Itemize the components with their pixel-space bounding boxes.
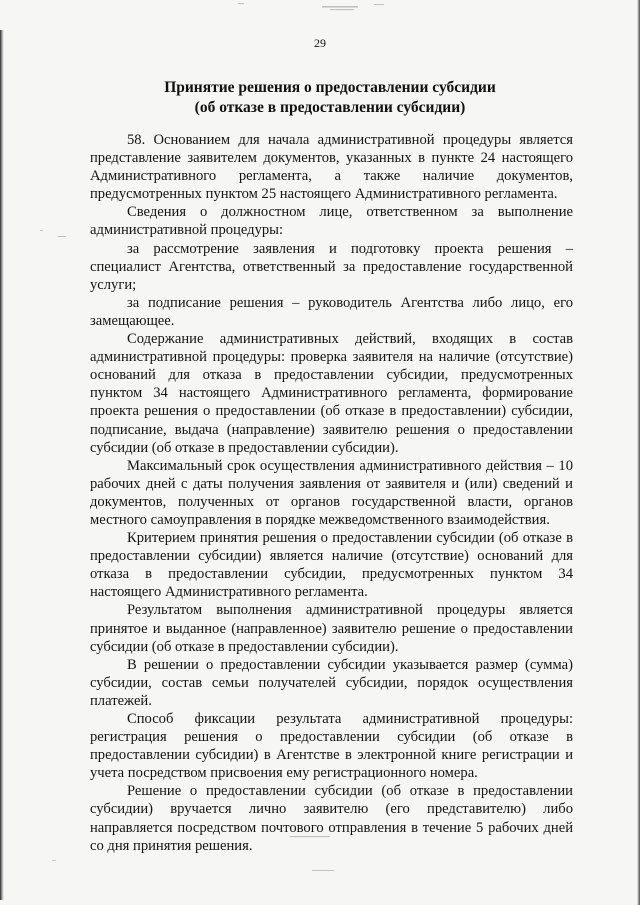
page-number: 29 bbox=[314, 36, 326, 50]
section-title bbox=[90, 78, 570, 118]
section-title-line-1: Принятие решения о предоставлении субсидии bbox=[164, 79, 496, 96]
body-text bbox=[90, 131, 573, 855]
paragraph-review-responsible: за рассмотрение заявления и подготовку проекта решения – специалист Агентства, ответственный за предоставление государственной услуги; bbox=[90, 240, 573, 293]
paragraph-fixation-method: Способ фиксации результата административной процедуры: регистрация решения о предоставлении субсидии (об отказе в предоставлении субсидии) в Агентстве в электронной книге регистрации и учета посредством присвоения ему регистрационного номера. bbox=[90, 711, 573, 782]
paragraph-responsible-officials: Сведения о должностном лице, ответственном за выполнение административной процедуры: bbox=[90, 204, 573, 239]
paragraph-actions-content: Содержание административных действий, входящих в состав административной процедуры: проверка заявителя на наличие (отсутствие) оснований для отказа в предоставлении субсидии, предусмотренных пунктом 34 настоящего Административного регламента, формирование проекта решения о предоставлении (об отказе в предоставлении) субсидии, подписание, выдача (направление) заявителю решения о предоставлении субсидии (об отказе в предоставлении субсидии). bbox=[90, 331, 573, 456]
paragraph-max-term: Максимальный срок осуществления административного действия – 10 рабочих дней с даты получения заявления от заявителя и (или) сведений и документов, полученных от органов государственной власти, органов местного самоуправления в порядке межведомственного взаимодействия. bbox=[90, 457, 573, 528]
scan-edge-left bbox=[0, 30, 4, 900]
section-title-line-2: (об отказе в предоставлении субсидии) bbox=[194, 99, 466, 116]
paragraph-signing-responsible: за подписание решения – руководитель Агентства либо лицо, его замещающее. bbox=[90, 294, 573, 329]
paragraph-delivery: Решение о предоставлении субсидии (об отказе в предоставлении субсидии) вручается лично заявителю (его представителю) либо направляется посредством почтового отправления в течение 5 рабочих дней со дня принятия решения. bbox=[90, 783, 573, 854]
paragraph-procedure-result: Результатом выполнения административной процедуры является принятое и выданное (направленное) заявителю решение о предоставлении субсидии (об отказе в предоставлении субсидии). bbox=[90, 602, 573, 655]
paragraph-58-basis: 58. Основанием для начала административной процедуры является представление заявителем документов, указанных в пункте 24 настоящего Административного регламента, а также наличие документов, предусмотренных пунктом 25 настоящего Административного регламента. bbox=[90, 132, 573, 203]
paragraph-decision-criterion: Критерием принятия решения о предоставлении субсидии (об отказе в предоставлении субсидии) является наличие (отсутствие) оснований для отказа в предоставлении субсидии, предусмотренных пунктом 34 настоящего Административного регламента. bbox=[90, 530, 573, 601]
paragraph-decision-contents: В решении о предоставлении субсидии указывается размер (сумма) субсидии, состав семьи получателей субсидии, порядок осуществления платежей. bbox=[90, 656, 573, 709]
